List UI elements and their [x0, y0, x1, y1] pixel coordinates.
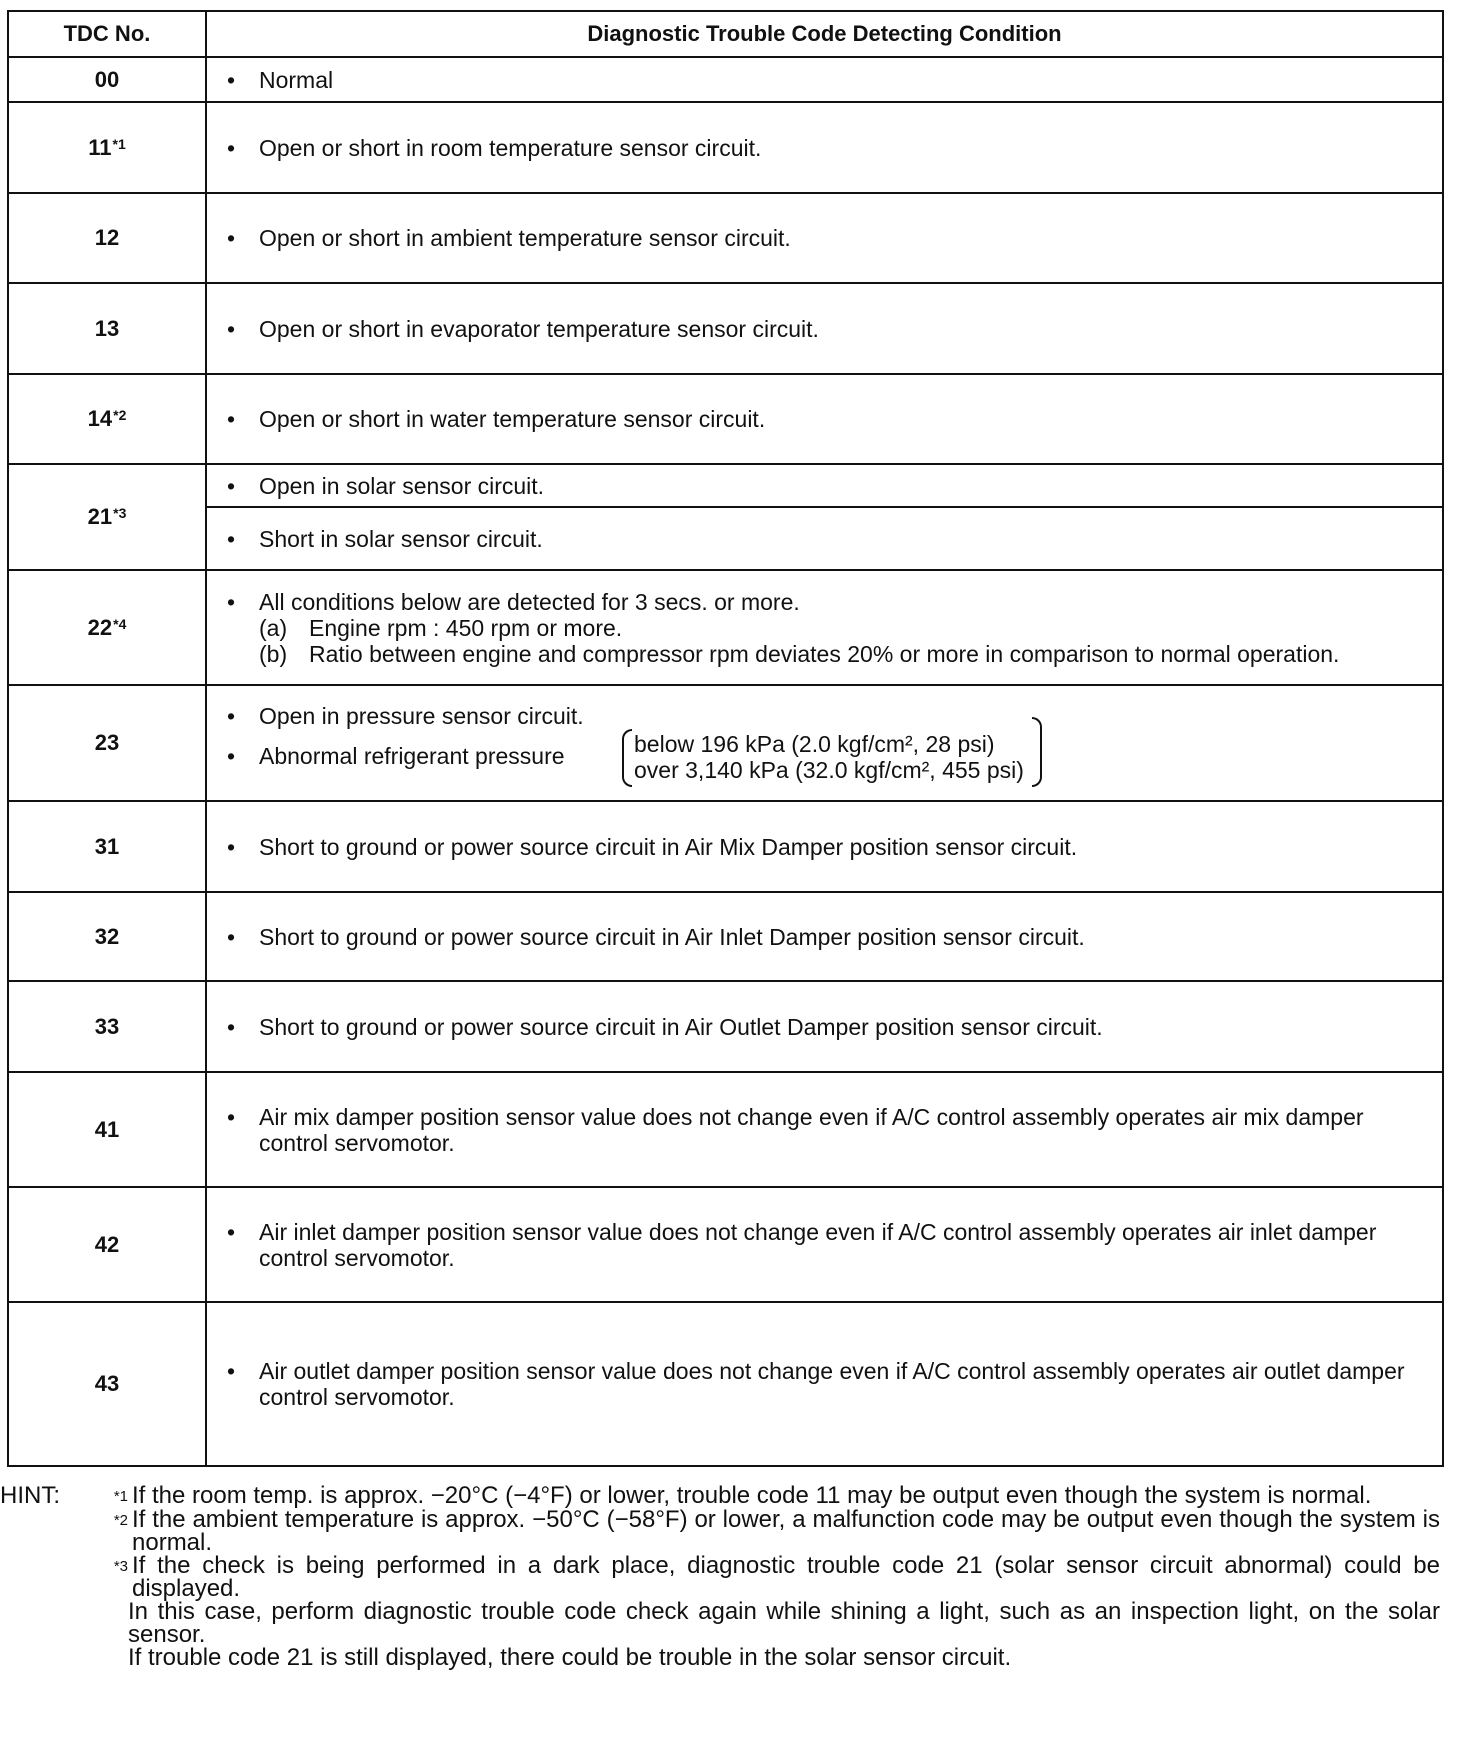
footnote-mark: *1: [112, 135, 126, 152]
sub-label: (b): [259, 640, 288, 667]
hint-note: [0, 1554, 1440, 1600]
code-number: 11: [88, 134, 112, 160]
bullet-mark: •: [227, 315, 236, 342]
condition-text: Short to ground or power source circuit in Air Inlet Damper position sensor circuit.: [259, 923, 1085, 950]
condition-cell: [206, 464, 1443, 507]
condition-text: Air mix damper position sensor value does not change even if A/C control assembly operates air mix damper control servomotor.: [259, 1103, 1364, 1156]
condition-cell: [206, 193, 1443, 283]
table-row: [8, 374, 1443, 464]
condition-text: Open in solar sensor circuit.: [259, 472, 545, 499]
table-row: [8, 1187, 1443, 1302]
table-row: [8, 892, 1443, 981]
table-header-row: [8, 11, 1443, 57]
table-row: [8, 1302, 1443, 1466]
footnote-mark: *3: [113, 1558, 128, 1575]
condition-text: Open or short in room temperature sensor circuit.: [259, 134, 762, 161]
sub-text: Ratio between engine and compressor rpm deviates 20% or more in comparison to normal operation.: [309, 640, 1340, 667]
pressure-range-bracket: [624, 731, 1034, 783]
condition-text: Open or short in ambient temperature sensor circuit.: [259, 225, 791, 251]
pressure-high: over 3,140 kPa (32.0 kgf/cm², 455 psi): [634, 757, 1024, 783]
code-number: 31: [94, 833, 120, 859]
hint-text: If the ambient temperature is approx. −50°C (−58°F) or lower, a malfunction code may be output even though the system is normal.: [132, 1506, 1440, 1556]
condition-cell: [206, 981, 1443, 1072]
hint-continuation: In this case, perform diagnostic trouble code check again while shining a light, such as an inspection light, on the solar sensor.: [128, 1598, 1440, 1648]
condition-cell: [206, 685, 1443, 801]
condition-cell: [206, 102, 1443, 193]
code-number: 43: [94, 1371, 120, 1396]
condition-text: Short in solar sensor circuit.: [259, 525, 543, 552]
code-cell: [8, 102, 206, 193]
condition-text: Open in pressure sensor circuit.: [259, 703, 584, 729]
table-row: [8, 801, 1443, 892]
code-cell: [8, 374, 206, 464]
hint-continuation: If trouble code 21 is still displayed, there could be trouble in the solar sensor circuit.: [128, 1644, 1012, 1671]
bullet-mark: •: [227, 406, 236, 432]
condition-cell: [206, 283, 1443, 374]
hint-note: [0, 1508, 1440, 1554]
table-row: [8, 1072, 1443, 1187]
code-cell: [8, 464, 206, 570]
condition-text: Short to ground or power source circuit in Air Mix Damper position sensor circuit.: [259, 833, 1078, 860]
bullet-mark: •: [227, 588, 236, 615]
code-number: 14: [87, 406, 113, 431]
code-cell: [8, 57, 206, 102]
bullet-mark: •: [227, 225, 236, 251]
code-cell: [8, 570, 206, 685]
code-cell: [8, 1072, 206, 1187]
table-row: [8, 685, 1443, 801]
bullet-mark: •: [227, 743, 236, 769]
code-cell: [8, 193, 206, 283]
footnote-mark: *2: [113, 1512, 128, 1529]
header-condition: Diagnostic Trouble Code Detecting Condition: [206, 11, 1443, 57]
table-row: [8, 193, 1443, 283]
sub-text: Engine rpm : 450 rpm or more.: [309, 614, 623, 641]
bullet-mark: •: [227, 1218, 236, 1245]
pressure-low: below 196 kPa (2.0 kgf/cm², 28 psi): [634, 731, 995, 757]
condition-text: Abnormal refrigerant pressure: [259, 743, 565, 769]
bullet-mark: •: [227, 1358, 236, 1384]
table-row: [8, 507, 1443, 570]
code-number: 12: [94, 225, 120, 250]
footnote-mark: *1: [113, 1488, 128, 1505]
code-cell: [8, 892, 206, 981]
condition-cell: [206, 507, 1443, 570]
condition-text: All conditions below are detected for 3 secs. or more.: [259, 588, 800, 615]
code-number: 13: [94, 315, 120, 341]
table-row: [8, 464, 1443, 507]
hint-text: If the check is being performed in a dark place, diagnostic trouble code 21 (solar sensor circuit abnormal) could be displayed.: [132, 1552, 1440, 1602]
code-cell: [8, 283, 206, 374]
table-row: [8, 570, 1443, 685]
code-cell: [8, 1187, 206, 1302]
table-row: [8, 102, 1443, 193]
hint-section: [0, 1484, 1440, 1669]
bullet-mark: •: [227, 1013, 236, 1040]
table-row: [8, 57, 1443, 102]
table-row: [8, 283, 1443, 374]
sub-label: (a): [259, 614, 288, 641]
condition-cell: [206, 892, 1443, 981]
condition-cell: [206, 57, 1443, 102]
condition-text: Open or short in water temperature sensor circuit.: [259, 406, 766, 432]
sub-condition: [259, 641, 1422, 667]
hint-text: If the room temp. is approx. −20°C (−4°F) or lower, trouble code 11 may be output even though the system is normal.: [132, 1482, 1372, 1509]
sub-condition: [259, 615, 1422, 641]
code-cell: [8, 981, 206, 1072]
condition-text: Air inlet damper position sensor value does not change even if A/C control assembly operates air inlet damper control servomotor.: [259, 1218, 1377, 1271]
code-cell: [8, 1302, 206, 1466]
bullet-mark: •: [227, 472, 236, 499]
code-cell: [8, 801, 206, 892]
code-number: 22: [87, 614, 113, 640]
footnote-mark: *2: [113, 407, 127, 423]
condition-cell: [206, 1302, 1443, 1466]
condition-cell: [206, 1187, 1443, 1302]
table-row: [8, 981, 1443, 1072]
bullet-mark: •: [227, 1103, 236, 1130]
code-number: 42: [94, 1231, 120, 1257]
code-number: 23: [94, 730, 120, 755]
bullet-mark: •: [227, 833, 236, 860]
code-number: 32: [94, 923, 120, 949]
code-number: 00: [94, 66, 120, 92]
code-number: 41: [94, 1116, 120, 1142]
bullet-mark: •: [227, 525, 236, 552]
code-number: 21: [87, 504, 113, 529]
header-tdc-no: TDC No.: [8, 11, 206, 57]
hint-note: [0, 1484, 1440, 1508]
condition-cell: [206, 374, 1443, 464]
footnote-mark: *4: [113, 615, 127, 632]
condition-cell: [206, 570, 1443, 685]
condition-text: Air outlet damper position sensor value does not change even if A/C control assembly operates air outlet damper control servomotor.: [259, 1358, 1405, 1410]
bullet-mark: •: [227, 134, 236, 161]
code-number: 33: [94, 1013, 120, 1039]
condition-text: Normal: [259, 66, 334, 93]
bullet-mark: •: [227, 66, 236, 93]
trouble-code-table: [7, 10, 1444, 1467]
footnote-mark: *3: [113, 505, 127, 521]
condition-text: Open or short in evaporator temperature sensor circuit.: [259, 315, 819, 342]
code-cell: [8, 685, 206, 801]
hint-label: HINT:: [0, 1482, 60, 1509]
condition-text: Short to ground or power source circuit in Air Outlet Damper position sensor circuit.: [259, 1013, 1103, 1040]
bullet-mark: •: [227, 703, 236, 729]
condition-cell: [206, 1072, 1443, 1187]
bullet-mark: •: [227, 923, 236, 950]
condition-cell: [206, 801, 1443, 892]
